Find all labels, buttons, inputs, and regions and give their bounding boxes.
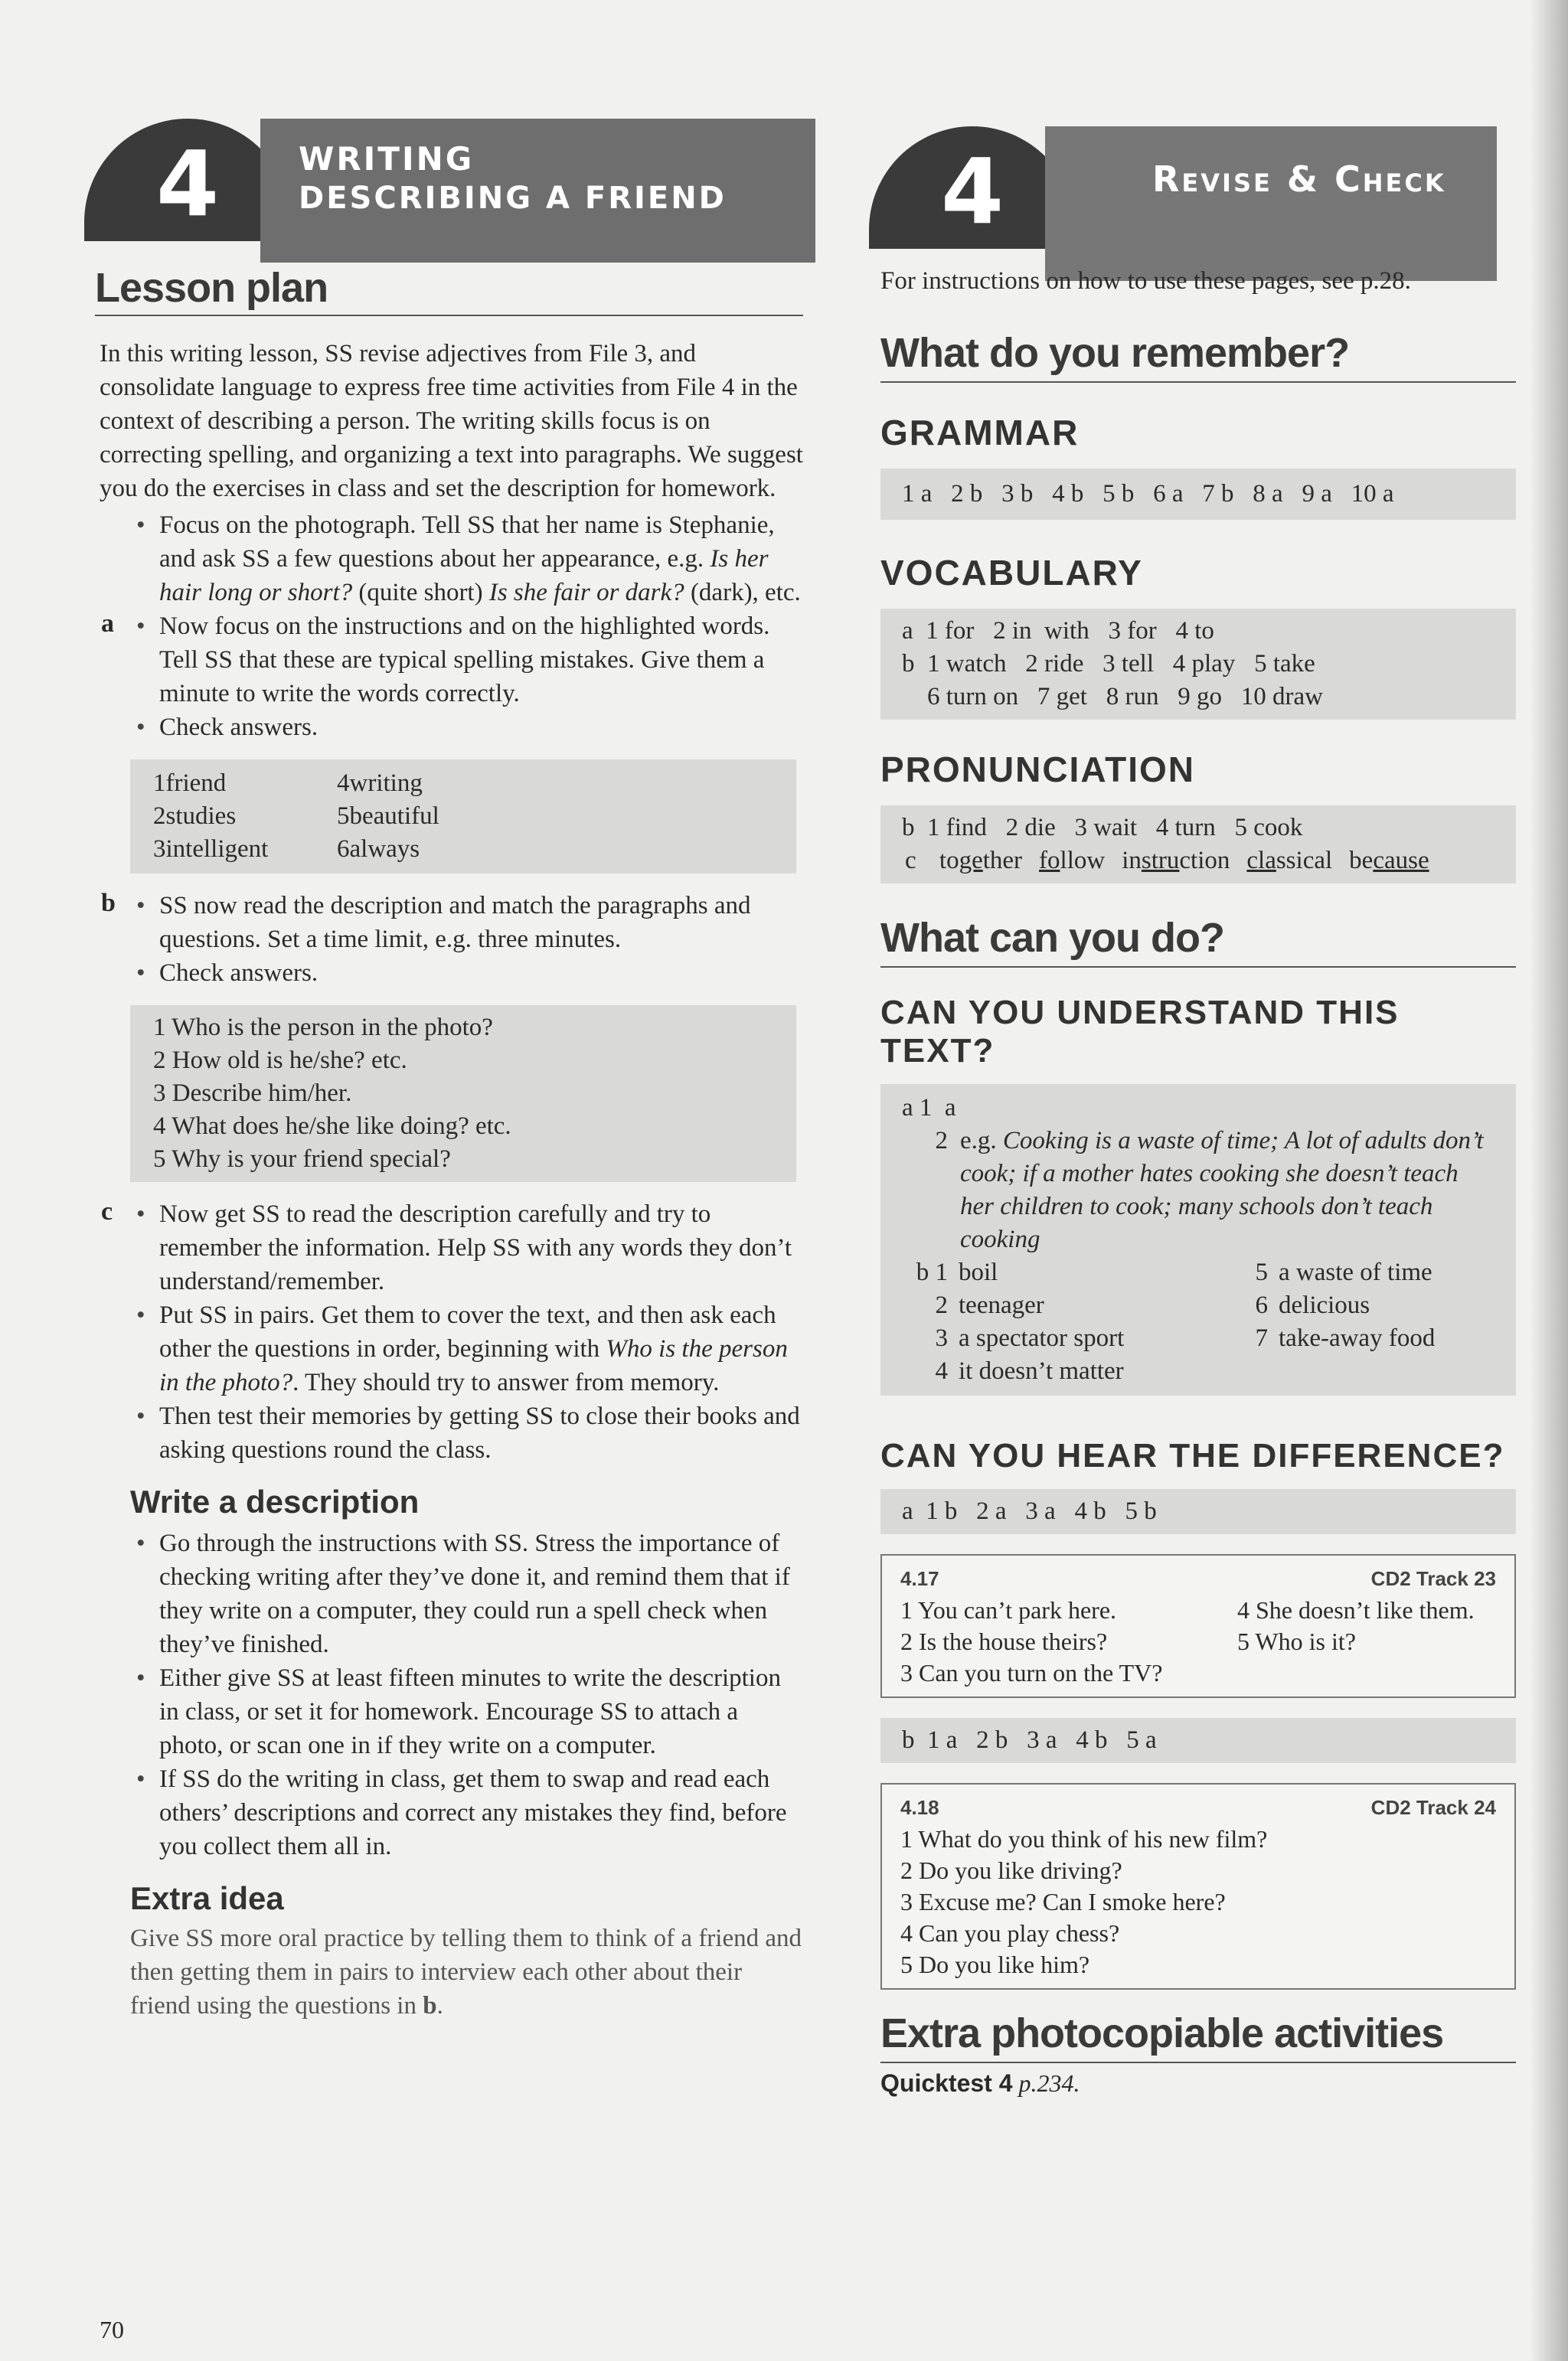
word-part: ther — [982, 847, 1023, 874]
understand-b-cell: 6 — [1255, 1292, 1268, 1319]
understand-answers — [880, 1084, 1516, 1396]
pronunciation-answers — [880, 805, 1516, 883]
stressed-word — [1349, 847, 1429, 874]
grammar-answers: 1 a 2 b 3 b 4 b 5 b 6 a 7 b 8 a 9 a 10 a — [880, 469, 1516, 520]
understand-b-cell: 7 — [1255, 1324, 1268, 1352]
left-body — [100, 337, 804, 2023]
stressed-word — [1039, 847, 1105, 874]
writing-banner — [84, 119, 815, 241]
page-number: 70 — [100, 2316, 124, 2343]
audio-script-417 — [880, 1554, 1516, 1698]
audio-line: 3 Can you turn on the TV? — [900, 1659, 1163, 1687]
write-description-heading: Write a description — [130, 1484, 420, 1520]
word-part: llow — [1060, 847, 1106, 874]
intro-bullets — [130, 508, 804, 609]
understand-b-cell: take-away food — [1279, 1324, 1436, 1352]
right-body — [880, 329, 1516, 2098]
a-bullet-2: • Check answers. — [130, 710, 804, 744]
page-binding-shadow — [1530, 0, 1568, 2361]
understand-b-cell — [1237, 1355, 1268, 1388]
can-do-heading: What can you do? — [880, 914, 1516, 968]
vocab-line: a 1 for 2 in with 3 for 4 to — [902, 617, 1214, 645]
audio-line: 1 You can’t park here. — [900, 1596, 1117, 1624]
a-answer — [153, 767, 337, 800]
pronunciation-heading: PRONUNCIATION — [880, 749, 1196, 789]
a-answer-number: 1 — [153, 769, 166, 797]
extra-idea-text: Give SS more oral practice by telling them to think of a friend and then getting them in pairs to interview each other about their friend using the questions in b. — [130, 1925, 802, 2020]
audio-line: 4 She doesn’t like them. — [1237, 1596, 1475, 1624]
vocabulary-answers — [880, 609, 1516, 720]
a-answer-box — [130, 759, 796, 874]
understand-b-cell: a spectator sport — [959, 1324, 1125, 1352]
word-part: ssical — [1276, 847, 1333, 874]
understand-a2: 2 e.g. Cooking is a waste of time; A lot of adults don’t cook; if a mother hates cooking she doesn’t teach her children to cook; many schools don’t teach cooking — [935, 1127, 1484, 1253]
audio-line: 5 Who is it? — [1237, 1628, 1356, 1655]
banner-title-line1: WRITING — [299, 140, 475, 178]
audio-line — [1237, 1657, 1496, 1689]
a-answer-word: always — [349, 835, 420, 863]
hear-b-answers: b 1 a 2 b 3 a 4 b 5 a — [880, 1718, 1516, 1763]
b-answer: 3 Describe him/her. — [153, 1079, 352, 1107]
stressed-syllable: stru — [1141, 847, 1180, 874]
audio-track-418: CD2 Track 24 — [1370, 1796, 1496, 1819]
audio-code-417: 4.17 — [900, 1567, 939, 1590]
extra-idea-heading: Extra idea — [130, 1880, 284, 1916]
b-answer: 4 What does he/she like doing? etc. — [153, 1112, 511, 1140]
word-part: be — [1349, 847, 1374, 874]
banner-title-line2: DESCRIBING A FRIEND — [299, 181, 727, 216]
b-answer-list — [153, 1011, 773, 1176]
understand-b-cell: teenager — [959, 1292, 1044, 1319]
a-answer — [153, 800, 337, 833]
vocabulary-heading: VOCABULARY — [880, 553, 1143, 593]
audio-line: 5 Do you like him? — [900, 1951, 1090, 1978]
tag-a: a — [101, 609, 114, 638]
pron-b-line: b 1 find 2 die 3 wait 4 turn 5 cook — [902, 814, 1303, 841]
stressed-syllable: cla — [1246, 847, 1276, 874]
remember-heading: What do you remember? — [880, 329, 1516, 383]
lesson-plan-heading: Lesson plan — [95, 264, 803, 316]
understand-b-cell — [1279, 1355, 1494, 1388]
write-bullets — [130, 1527, 804, 1863]
understand-b-cell: 5 — [1255, 1259, 1268, 1286]
a-answer-word: writing — [349, 769, 423, 797]
hear-a-answers: a 1 b 2 a 3 a 4 b 5 b — [880, 1489, 1516, 1534]
stressed-syllable: ge — [959, 847, 983, 874]
stressed-word — [939, 847, 1022, 874]
audio-line: 2 Is the house theirs? — [900, 1628, 1108, 1655]
understand-heading: CAN YOU UNDERSTAND THIS TEXT? — [880, 994, 1400, 1069]
audio-line: 1 What do you think of his new film? — [900, 1825, 1268, 1853]
a-answer-number: 4 — [337, 769, 350, 797]
a-answer-number: 3 — [153, 835, 166, 863]
a-answer — [153, 833, 337, 866]
intro-paragraph: In this writing lesson, SS revise adjectives from File 3, and consolidate language to express free time activities from File 4 in the context of describing a person. The writing skills focus is on correcting spelling, and organizing a text into paragraphs. We suggest you do the exercises in class and set the description for homework. — [100, 340, 803, 502]
revise-unit-badge: 4 — [869, 126, 1076, 249]
a-answer-word: friend — [165, 769, 227, 797]
understand-b-grid — [902, 1256, 1494, 1388]
b-bullet-1: • SS now read the description and match the paragraphs and questions. Set a time limit, e.g. three minutes. — [130, 889, 804, 956]
revise-banner — [869, 126, 1497, 249]
b-answer: 1 Who is the person in the photo? — [153, 1014, 493, 1041]
b-answer: 2 How old is he/she? etc. — [153, 1047, 407, 1074]
audio-line: 3 Excuse me? Can I smoke here? — [900, 1888, 1226, 1915]
audio-code-418: 4.18 — [900, 1796, 939, 1819]
bullet-photo: • Focus on the photograph. Tell SS that her name is Stephanie, and ask SS a few questions about her appearance, e.g. Is her hair long or short? (quite short) Is she fair or dark? (dark), etc. — [130, 508, 804, 609]
understand-b-cell: b 1 — [916, 1259, 948, 1286]
quicktest-ref: Quicktest 4 p.234. — [880, 2069, 1080, 2097]
audio-line: 4 Can you play chess? — [900, 1919, 1120, 1947]
a-answer — [337, 800, 773, 833]
section-c — [101, 1197, 804, 1467]
stressed-words — [923, 847, 1429, 874]
understand-b-cell: a waste of time — [1279, 1259, 1432, 1286]
write-bullet-2: • Either give SS at least fifteen minutes to write the description in class, or set it for homework. Encourage SS to attach a photo, or scan one in if they write on a computer. — [130, 1661, 804, 1762]
audio-417-lines — [900, 1595, 1496, 1689]
a-answer-word: studies — [165, 802, 237, 830]
word-part: ction — [1179, 847, 1230, 874]
c-bullet-1: • Now get SS to read the description carefully and try to remember the information. Help SS with any words they don’t understand/remember. — [130, 1197, 804, 1298]
a-answer-number: 6 — [337, 835, 350, 863]
pron-c-line: c together follow instruction classical because — [905, 847, 1429, 874]
stressed-syllable: cause — [1373, 847, 1429, 874]
hear-heading: CAN YOU HEAR THE DIFFERENCE? — [880, 1437, 1505, 1474]
c-bullet-2: • Put SS in pairs. Get them to cover the text, and then ask each other the questions in order, beginning with Who is the person in the photo?. They should try to answer from memory. — [130, 1298, 804, 1399]
tag-c: c — [101, 1197, 113, 1226]
understand-b-cell: it doesn’t matter — [959, 1357, 1124, 1385]
a-answer-number: 5 — [337, 802, 350, 830]
a-answer-word: beautiful — [349, 802, 439, 830]
a-bullet-1: • Now focus on the instructions and on the highlighted words. Tell SS that these are typical spelling mistakes. Give them a minute to write the words correctly. — [130, 609, 804, 710]
extra-activities-heading: Extra photocopiable activities — [880, 2010, 1516, 2063]
section-b — [101, 889, 804, 990]
b-bullet-2: • Check answers. — [130, 956, 804, 990]
b-answer: 5 Why is your friend special? — [153, 1145, 451, 1173]
unit-number-badge: 4 — [84, 119, 291, 241]
audio-line: 2 Do you like driving? — [900, 1856, 1122, 1884]
c-bullet-3: • Then test their memories by getting SS to close their books and asking questions round the class. — [130, 1399, 804, 1467]
word-part: to — [939, 847, 959, 874]
vocab-line: 6 turn on 7 get 8 run 9 go 10 draw — [902, 683, 1323, 710]
audio-script-418 — [880, 1783, 1516, 1990]
understand-b-cell: 4 — [935, 1357, 948, 1385]
section-a — [101, 609, 804, 744]
write-bullet-1: • Go through the instructions with SS. Stress the importance of checking writing after they’ve done it, and remind them that if they write on a computer, they could run a spell check when they’ve finished. — [130, 1527, 804, 1661]
write-bullet-3: • If SS do the writing in class, get them to swap and read each others’ descriptions and correct any mistakes they find, before you collect them all in. — [130, 1762, 804, 1863]
b-answer-box — [130, 1005, 796, 1182]
banner-title — [260, 119, 815, 263]
audio-418-lines — [900, 1824, 1496, 1981]
a-answer — [337, 833, 773, 866]
stressed-word — [1246, 847, 1332, 874]
instructions-note: For instructions on how to use these pages, see p.28. — [880, 267, 1411, 295]
understand-b-cell: boil — [959, 1259, 998, 1286]
tag-b: b — [101, 889, 116, 917]
audio-track-417: CD2 Track 23 — [1370, 1567, 1496, 1590]
understand-b-cell: 3 — [935, 1324, 948, 1352]
stressed-word — [1122, 847, 1230, 874]
stressed-syllable: fo — [1039, 847, 1060, 874]
a-answer-word: intelligent — [165, 835, 269, 863]
revise-banner-title: Revise & Check — [1045, 126, 1497, 281]
understand-a1: a 1 a — [902, 1094, 956, 1122]
grammar-heading: GRAMMAR — [880, 413, 1080, 452]
understand-b-cell: delicious — [1279, 1292, 1370, 1319]
a-answer — [337, 767, 773, 800]
vocab-line: b 1 watch 2 ride 3 tell 4 play 5 take — [902, 650, 1315, 678]
word-part: in — [1122, 847, 1142, 874]
a-answer-grid — [153, 767, 773, 866]
a-answer-number: 2 — [153, 802, 166, 830]
understand-b-cell: 2 — [935, 1292, 948, 1319]
